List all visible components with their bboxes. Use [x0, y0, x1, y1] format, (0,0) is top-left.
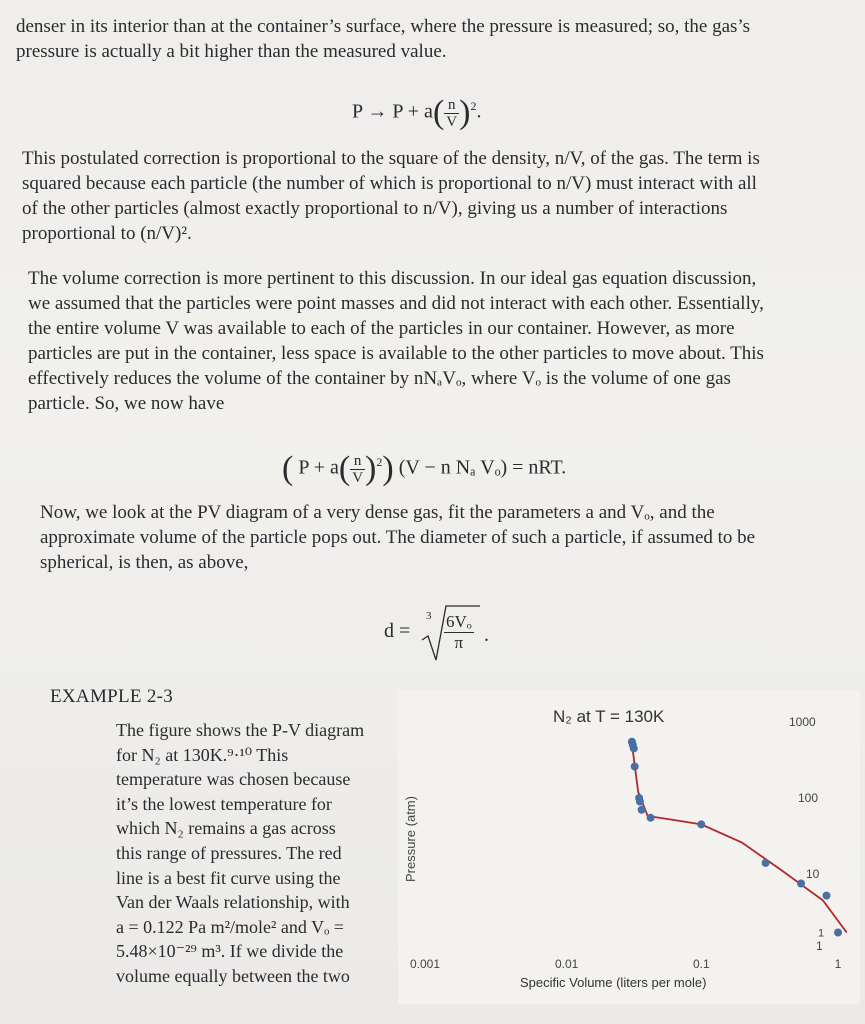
paragraph-4	[40, 500, 840, 575]
pv-chart	[398, 690, 860, 1004]
text-line: The volume correction is more pertinent to this discussion. In our ideal gas equation discussion,	[28, 268, 757, 289]
text-line: which N₂ remains a gas across	[116, 818, 336, 839]
equation-diameter	[384, 606, 489, 666]
text-line: denser in its interior than at the container’s surface, where the pressure is measured; so, the gas’s	[16, 16, 751, 37]
equation-pressure-correction	[352, 94, 481, 132]
data-point	[636, 798, 644, 806]
text-line: this range of pressures. The red	[116, 842, 342, 863]
data-point	[762, 859, 770, 867]
text-line: the entire volume V was available to each of the particles in our container. However, as more	[28, 318, 735, 339]
eq2-rest: (V − n Nₐ Vₒ) = nRT.	[398, 456, 567, 479]
text-line: The figure shows the P-V diagram	[116, 720, 365, 740]
fit-curve-line	[632, 744, 847, 933]
text-line: Van der Waals relationship, with	[116, 892, 350, 913]
text-line: we assumed that the particles were point masses and did not interact with each other. Essentially,	[28, 293, 764, 314]
data-point	[638, 806, 646, 814]
data-point	[630, 744, 638, 752]
data-point	[647, 814, 655, 822]
paren-close: )	[382, 450, 394, 487]
eq1-fraction	[444, 97, 459, 130]
text-line: pressure is actually a bit higher than the measured value.	[16, 41, 447, 62]
y-tick-label: 1	[816, 939, 823, 953]
eq3-root-index: 3	[426, 610, 432, 622]
paren-close-inner: )	[365, 450, 377, 487]
eq3-lhs: d =	[384, 620, 411, 642]
eq2-num: n	[350, 453, 365, 470]
eq1-den: V	[446, 113, 458, 130]
paren-open: (	[282, 450, 294, 487]
paragraph-2	[22, 146, 840, 246]
chart-title: N₂ at T = 130K	[553, 707, 665, 726]
x-tick-labels	[410, 957, 842, 971]
eq3-end: .	[484, 624, 489, 646]
eq1-lhs: P	[352, 100, 363, 123]
text-line: approximate volume of the particle pops out. The diameter of such a particle, if assumed to be	[40, 527, 756, 548]
y-tick-labels	[789, 715, 823, 953]
equation-van-der-waals	[282, 450, 566, 488]
text-line: spherical, is then, as above,	[40, 552, 249, 573]
paragraph-1	[16, 14, 846, 64]
paren-open: (	[432, 94, 445, 131]
data-point	[697, 820, 705, 828]
eq1-power: 2	[470, 98, 477, 113]
eq2-power: 2	[376, 454, 383, 469]
text-line: line is a best fit curve using the	[116, 867, 341, 888]
text-line: particles are put in the container, less space is available to the other particles to move about. This	[28, 343, 764, 364]
text-line: proportional to (n/V)².	[22, 223, 192, 244]
text-line: volume equally between the two	[116, 965, 350, 986]
data-point	[631, 763, 639, 771]
eq3-fraction	[444, 612, 474, 653]
example-body	[116, 718, 382, 989]
text-line: This postulated correction is proportional to the square of the density, n/V, of the gas. The term is	[22, 148, 760, 169]
eq3-den: π	[454, 633, 464, 652]
eq3-num: 6Vₒ	[446, 612, 472, 631]
x-tick-label: 0.01	[554, 957, 579, 971]
text-line: particle. So, we now have	[28, 393, 225, 414]
eq2-p-plus-a: P + a	[298, 456, 339, 479]
x-tick-label: 1	[834, 957, 842, 971]
text-line: effectively reduces the volume of the container by nNₐVₒ, where Vₒ is the volume of one gas	[28, 368, 731, 389]
eq1-rhs: P + a	[392, 100, 433, 123]
y-axis-label: Pressure (atm)	[403, 796, 418, 882]
x-tick-label: 0.1	[692, 957, 710, 971]
data-point	[797, 880, 805, 888]
paragraph-3	[28, 266, 842, 416]
example-title: EXAMPLE 2-3	[50, 686, 174, 707]
paren-close: )	[459, 94, 471, 131]
eq1-end: .	[476, 100, 482, 123]
x-tick-label: 0.001	[409, 957, 441, 971]
eq1-arrow: →	[367, 100, 388, 123]
text-line: temperature was chosen because	[116, 769, 351, 790]
text-line: Now, we look at the PV diagram of a very dense gas, fit the parameters a and Vₒ, and the	[40, 502, 715, 523]
text-line: for N₂ at 130K.⁹·¹⁰ This	[116, 744, 289, 765]
y-tick-label: 1000	[789, 715, 816, 729]
text-line: 5.48×10⁻²⁹ m³. If we divide the	[116, 941, 344, 962]
paren-open-inner: (	[338, 450, 351, 487]
data-point	[834, 929, 842, 937]
text-line: it’s the lowest temperature for	[116, 793, 332, 814]
text-line: a = 0.122 Pa m²/mole² and Vₒ =	[116, 916, 344, 937]
y-tick-label: 100	[798, 791, 819, 805]
text-line: squared because each particle (the number of which is proportional to n/V) must interact with all	[22, 173, 757, 194]
pv-chart-svg	[398, 690, 860, 1004]
fit-curve-layer	[632, 744, 847, 933]
point-label: 1	[818, 927, 825, 940]
eq1-num: n	[444, 97, 459, 114]
y-tick-label: 10	[806, 867, 820, 881]
x-axis-label: Specific Volume (liters per mole)	[520, 975, 707, 990]
eq2-den: V	[352, 469, 364, 486]
eq2-fraction	[350, 453, 365, 486]
text-line: of the other particles (almost exactly proportional to n/V), giving us a number of interactions	[22, 198, 728, 219]
data-point	[823, 892, 831, 900]
